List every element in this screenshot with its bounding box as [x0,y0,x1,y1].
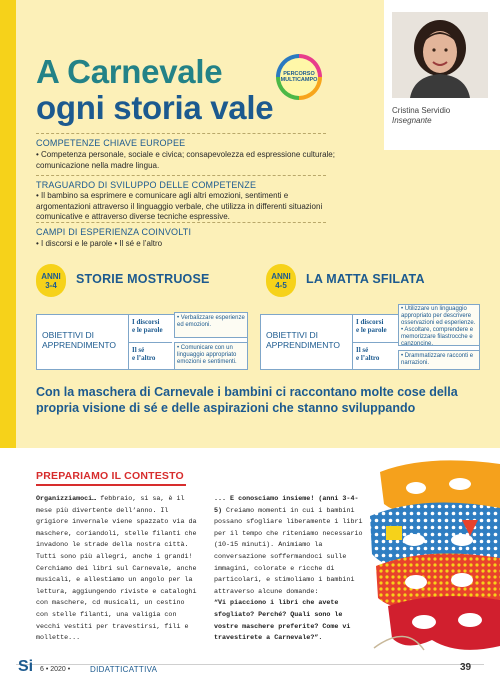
percorso-badge-icon [276,54,322,100]
heading-underline [36,484,186,486]
badge-label [280,58,318,96]
accent-strip [0,0,16,448]
theme-title-matta-sfilata: LA MATTA SFILATA [306,272,425,286]
author-role: Insegnante [392,116,432,125]
section-text-traguardo: • Il bambino sa esprimere e comunicare agli altri emozioni, sentimenti e argomentazioni attraverso il linguaggio verbale, che utilizza in differenti situazioni comunicative e attraverso diverse tecniche espressive. [36,191,323,221]
title-line-1: A Carnevale [36,53,223,90]
page-number: 39 [460,662,472,673]
goal-text: • Utilizzare un linguaggio appropriato per descrivere osservazioni ed esperienze. • Ascoltare, comprendere e memorizzare filastrocche e canzoncine. [401,306,476,347]
goal-text: • Verbalizzare esperienze ed emozioni. [177,315,245,328]
paragraph-question: “Vi piacciono i libri che avete sfogliato? Perché? Quali sono le vostre maschere preferite? Come vi travestirete a Carnevale?”. [214,599,351,643]
author-portrait-icon [392,12,488,98]
objectives-label-1: OBIETTIVI DI APPRENDIMENTO [42,330,116,350]
divider [36,175,326,176]
section-text-campi: • I discorsi e le parole • Il sé e l’altro [36,239,163,248]
section-heading-traguardo: TRAGUARDO DI SVILUPPO DELLE COMPETENZE [36,180,257,190]
body-column-2 [214,494,366,645]
field-separator [352,342,398,343]
footer-brand: Si [18,658,34,675]
divider [36,222,326,223]
field-separator [128,342,172,343]
section-text-competenze: • Competenza personale, sociale e civica; consapevolezza ed espressione culturale; comunicazione nella madre lingua. [36,150,335,170]
age-label: ANNI [271,271,291,281]
age-label: ANNI [41,271,61,281]
carnival-masks-image [366,454,500,656]
section-heading-competenze: COMPETENZE CHIAVE EUROPEE [36,138,186,148]
age-range: 3-4 [45,280,57,290]
body-column-1 [36,494,198,645]
age-pill-4-5 [266,264,296,297]
author-name: Cristina Servidio [392,106,451,115]
divider [36,133,326,134]
paragraph: ... E conosciamo insieme! (anni 3-4-5) Creiamo momenti in cui i bambini possano sfogliare liberamente i libri per il tempo che riteniamo necessario (10-15 minuti). Animiamo la conversazione soffermandoci sulle immagini, colorate e ricche di particolari, e stimoliamo i bambini attraverso alcune domande: [214,495,363,596]
page-title [36,54,273,126]
field-discorsi-parole: I discorsi e le parole [132,318,163,334]
paragraph: Cerchiamo dei libri sul Carnevale, anche musicali, e allestiamo un angolo per la lettura, aggiungendo riviste e cataloghi con maschere, cd musicali, un cestino con stelle filanti, una valigia con vecchi vestiti per travestirsi, fili e mollette... [36,564,197,643]
objectives-label-2: OBIETTIVI DI APPRENDIMENTO [266,330,340,350]
badge-line-1: PERCORSO [283,70,315,77]
badge-line-2: MULTICAMPO [280,77,318,83]
theme-title-storie-mostruose: STORIE MOSTRUOSE [76,272,210,286]
author-photo [392,12,488,98]
goal-text: • Drammatizzare racconti e narrazioni. [401,353,474,366]
age-range: 4-5 [275,280,287,290]
field-se-altro: Il sé e l’altro [356,346,380,362]
footer-magazine: DIDATTICATTIVA [90,665,158,674]
footer-divider [16,664,484,665]
section-heading-prepariamo: PREPARIAMO IL CONTESTO [36,470,184,482]
section-heading-campi: CAMPI DI ESPERIENZA COINVOLTI [36,227,192,237]
paragraph: Organizziamoci… febbraio, si sa, è il mese più divertente dell’anno. Il grigiore invernale viene spazzato via da maschere, coriandoli, stelle filanti che invadono le strade della nostra città. Tutti sono più allegri, anche i grandi! [36,495,197,561]
field-discorsi-parole: I discorsi e le parole [356,318,387,334]
goal-text: • Comunicare con un linguaggio appropriato emozioni e sentimenti. [177,345,237,365]
carnival-masks-icon [366,454,500,656]
field-se-altro: Il sé e l’altro [132,346,156,362]
footer-issue: 6 • 2020 • [40,666,71,673]
age-pill-3-4 [36,264,66,297]
title-line-2: ogni storia vale [36,89,274,126]
subtitle: Con la maschera di Carnevale i bambini ci raccontano molte cose della propria visione di sé e delle aspirazioni che stanno sviluppando [36,385,458,415]
